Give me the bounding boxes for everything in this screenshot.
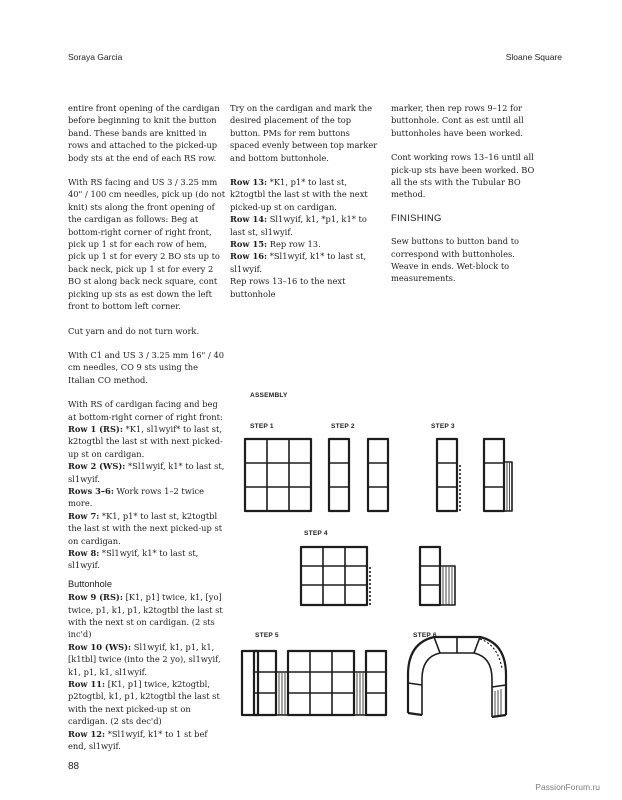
paragraph: With RS of cardigan facing and beg at bottom-right corner of right front: <box>68 399 223 422</box>
watermark: PassionForum.ru <box>535 782 600 792</box>
row-label: Row 10 (WS): <box>68 641 132 652</box>
step-label: STEP 2 <box>331 423 355 430</box>
paragraph: Cont working rows 13–16 until all pick-up sts have been worked. BO all the sts with the Tubular BO method. <box>391 152 535 200</box>
row-instruction: Row 13: *K1, p1* to last st, k2togtbl the last st with the next picked-up st on cardigan. <box>230 177 368 212</box>
paragraph: Cut yarn and do not turn work. <box>68 325 200 336</box>
paragraph: marker, then rep rows 9–12 for buttonhole. Cont as est until all buttonholes have been worked. <box>391 103 524 138</box>
paragraph: Sew buttons to button band to correspond with buttonholes. Weave in ends. Wet-block to measurements. <box>391 236 520 284</box>
row-label: Row 11: <box>68 679 106 690</box>
row-instruction: Row 1 (RS): *K1, sl1wyif* to last st, k2togtbl the last st with next picked-up st on cardigan. <box>68 423 223 459</box>
header-title: Sloane Square <box>505 52 562 62</box>
row-instruction: Row 16: *Sl1wyif, k1* to last st, sl1wyif. <box>230 251 367 274</box>
header-author: Soraya Garcia <box>68 52 123 62</box>
row-label: Row 2 (WS): <box>68 461 126 472</box>
step2-fronts <box>329 439 388 511</box>
row-label: Row 12: <box>68 728 106 739</box>
paragraph: With RS facing and US 3 / 3.25 mm 40" / 100 cm needles, pick up (do not knit) sts along the front opening of the cardigan as follows: Beg at bottom-right corner of right front, pick up 1 st for each row of hem, pick up 1 st for every 2 BO sts up to back neck, pick up 1 st for every 2 BO st along back neck square, cont picking up sts as est down the left front to bottom left corner. <box>68 177 226 312</box>
row-instruction: Row 11: [K1, p1] twice, k2togtbl, p2togtbl, k1, p1, k2togtbl the last st with the next picked-up st on cardigan. (2 sts dec'd) <box>68 679 220 727</box>
row-label: Row 1 (RS): <box>68 423 123 434</box>
step-label: STEP 6 <box>413 632 437 639</box>
row-instruction: Row 10 (WS): Sl1wyif, k1, p1, k1, [k1tbl] twice (into the 2 yo), sl1wyif, k1, p1, k1, sl1wyif. <box>68 641 221 677</box>
row-instruction: Row 2 (WS): *Sl1wyif, k1* to last st, sl1wyif. <box>68 461 225 484</box>
step-label: STEP 4 <box>304 530 328 537</box>
row-label: Row 14: <box>230 214 268 225</box>
step-label: STEP 1 <box>250 423 274 430</box>
row-label: Rows 3–6: <box>68 485 114 496</box>
step-label: STEP 5 <box>255 632 279 639</box>
text-column-2 <box>230 102 380 300</box>
row-instruction: Rows 3–6: Work rows 1–2 twice more. <box>68 485 205 509</box>
page-number: 88 <box>68 761 80 772</box>
row-instruction: Row 8: *Sl1wyif, k1* to last st, sl1wyif. <box>68 548 199 571</box>
row-label: Row 8: <box>68 548 100 558</box>
row-label: Row 13: <box>230 177 268 188</box>
step1-body-grid <box>245 439 311 511</box>
row-instruction: Row 12: *Sl1wyif, k1* to 1 st bef end, sl1wyif. <box>68 728 208 752</box>
finishing-heading: FINISHING <box>391 212 442 224</box>
step6-3d-cardigan <box>408 637 506 717</box>
row-label: Row 7: <box>68 510 100 521</box>
paragraph: entire front opening of the cardigan before beginning to knit the button band. These bands are knitted in rows and attached to the picked-up body sts at the end of each RS row. <box>68 103 220 163</box>
row-label: Row 9 (RS): <box>68 592 123 603</box>
step4-body-and-band <box>301 547 455 605</box>
assembly-diagram <box>236 425 516 730</box>
step3-fronts-pickup <box>437 439 512 511</box>
text-column-1 <box>68 102 226 753</box>
row-label: Row 16: <box>230 251 268 262</box>
paragraph: With C1 and US 3 / 3.25 mm 16" / 40 cm needles, CO 9 sts using the Italian CO method. <box>68 349 225 385</box>
buttonhole-heading: Buttonhole <box>68 578 112 589</box>
row-label: Row 15: <box>230 239 268 250</box>
paragraph: Rep rows 13–16 to the next buttonhole <box>230 276 346 299</box>
row-instruction: Row 15: Rep row 13. <box>230 239 321 250</box>
step-label: STEP 3 <box>431 423 455 430</box>
step5-assembled-flat <box>242 651 386 715</box>
row-instruction: Row 14: Sl1wyif, k1, *p1, k1* to last st, sl1wyif. <box>230 214 367 237</box>
row-instruction: Row 7: *K1, p1* to last st, k2togtbl the last st with the next picked-up st on cardigan. <box>68 510 223 546</box>
paragraph: Try on the cardigan and mark the desired placement of the top button. PMs for rem buttons spaced evenly between top marker and bottom buttonhole. <box>230 103 378 163</box>
text-column-3 <box>391 102 541 297</box>
assembly-title: ASSEMBLY <box>250 392 288 399</box>
row-instruction: Row 9 (RS): [K1, p1] twice, k1, [yo] twice, p1, k1, p1, k2togtbl the last st with the next st on cardigan. (2 sts inc'd) <box>68 592 223 640</box>
